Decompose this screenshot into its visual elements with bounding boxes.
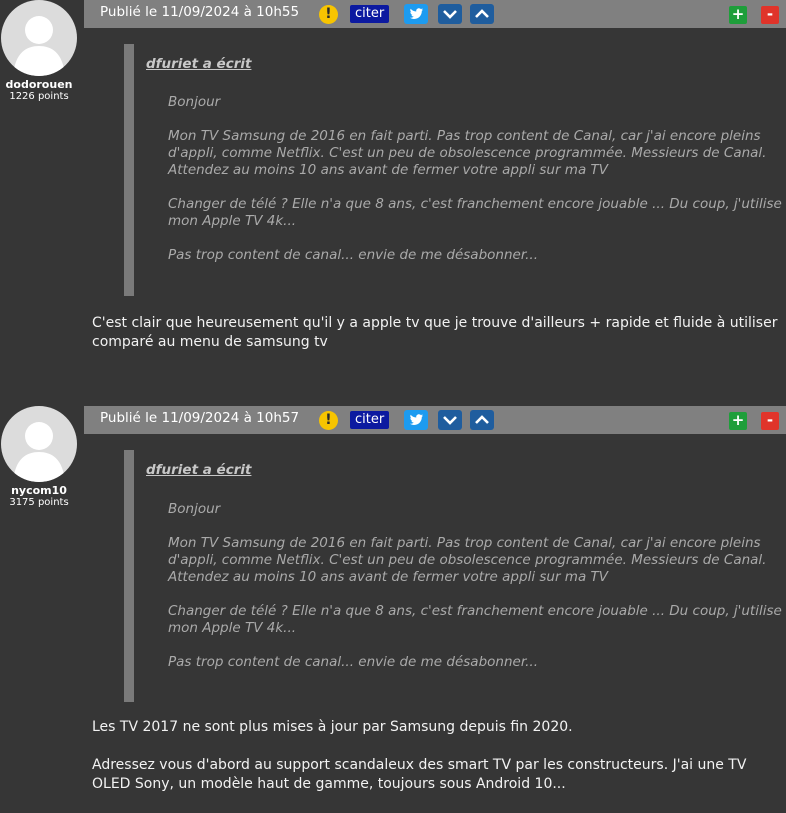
report-button[interactable]: ! <box>319 5 338 24</box>
user-silhouette-icon <box>1 0 77 76</box>
user-silhouette-icon <box>1 406 77 482</box>
post-date: Publié le 11/09/2024 à 10h57 <box>100 410 300 426</box>
forum-post <box>0 0 786 380</box>
quote-paragraph: Mon TV Samsung de 2016 en fait parti. Pas trop content de Canal, car j'ai encore pleins d'appli, comme Netflix. C'est un peu de obsolescence programmée. Messieurs de Canal. Attendez au moins 10 ans avant de fermer votre appli sur ma TV <box>168 535 767 585</box>
post-header <box>84 0 786 28</box>
quote-paragraph: Changer de télé ? Elle n'a que 8 ans, c'est franchement encore jouable ... Du coup, j'utilise mon Apple TV 4k... <box>168 196 782 229</box>
twitter-share-button[interactable] <box>404 4 428 24</box>
avatar[interactable] <box>1 406 77 482</box>
downvote-button[interactable]: - <box>761 6 779 24</box>
quote-block <box>124 450 786 702</box>
quote-author[interactable]: dfuriet a écrit <box>146 462 252 478</box>
twitter-bird-icon <box>404 4 428 24</box>
upvote-button[interactable]: + <box>729 6 747 24</box>
quote-block <box>124 44 786 296</box>
post-body-text: Les TV 2017 ne sont plus mises à jour par Samsung depuis fin 2020. <box>92 719 573 735</box>
scroll-up-button[interactable] <box>470 4 494 24</box>
twitter-bird-icon <box>404 410 428 430</box>
quote-paragraph: Pas trop content de canal... envie de me désabonner... <box>168 247 539 263</box>
quote-paragraph: Mon TV Samsung de 2016 en fait parti. Pas trop content de Canal, car j'ai encore pleins d'appli, comme Netflix. C'est un peu de obsolescence programmée. Messieurs de Canal. Attendez au moins 10 ans avant de fermer votre appli sur ma TV <box>168 128 767 178</box>
cite-button[interactable]: citer <box>350 411 389 429</box>
post-body-text: C'est clair que heureusement qu'il y a apple tv que je trouve d'ailleurs + rapide et fluide à utiliser comparé au menu de samsung tv <box>92 315 778 350</box>
username[interactable]: dodorouen <box>5 78 73 91</box>
post-date: Publié le 11/09/2024 à 10h55 <box>100 4 300 20</box>
post-header <box>84 406 786 434</box>
user-points: 3175 points <box>9 497 69 508</box>
scroll-down-button[interactable] <box>438 4 462 24</box>
scroll-down-button[interactable] <box>438 410 462 430</box>
forum-post <box>0 406 786 813</box>
chevron-up-icon <box>470 410 494 430</box>
quote-paragraph: Changer de télé ? Elle n'a que 8 ans, c'est franchement encore jouable ... Du coup, j'utilise mon Apple TV 4k... <box>168 603 782 636</box>
post-body-text: Adressez vous d'abord au support scandaleux des smart TV par les constructeurs. J'ai une TV OLED Sony, un modèle haut de gamme, toujours sous Android 10... <box>92 757 747 792</box>
quote-paragraph: Bonjour <box>168 94 221 110</box>
scroll-up-button[interactable] <box>470 410 494 430</box>
user-points: 1226 points <box>9 91 69 102</box>
user-block <box>0 406 78 509</box>
upvote-button[interactable]: + <box>729 412 747 430</box>
chevron-down-icon <box>438 4 462 24</box>
twitter-share-button[interactable] <box>404 410 428 430</box>
quote-paragraph: Pas trop content de canal... envie de me désabonner... <box>168 654 539 670</box>
cite-button[interactable]: citer <box>350 5 389 23</box>
user-block <box>0 0 78 103</box>
avatar[interactable] <box>1 0 77 76</box>
quote-author[interactable]: dfuriet a écrit <box>146 56 252 72</box>
chevron-down-icon <box>438 410 462 430</box>
quote-paragraph: Bonjour <box>168 501 221 517</box>
username[interactable]: nycom10 <box>11 484 67 497</box>
report-button[interactable]: ! <box>319 411 338 430</box>
chevron-up-icon <box>470 4 494 24</box>
downvote-button[interactable]: - <box>761 412 779 430</box>
